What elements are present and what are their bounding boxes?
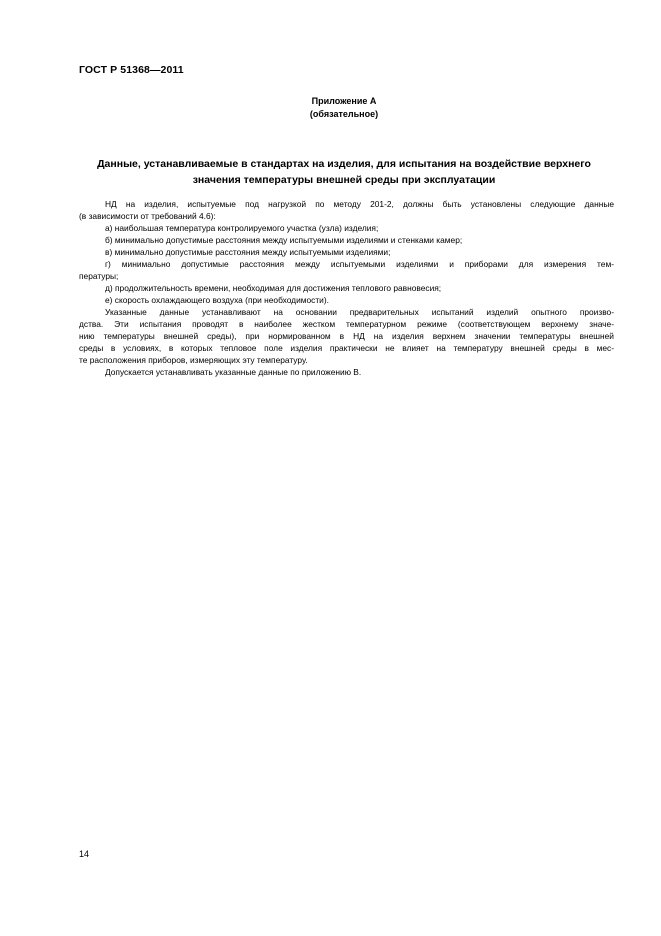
paragraph-line: Допускается устанавливать указанные данные по приложению В. bbox=[105, 367, 362, 377]
heading-line: значения температуры внешней среды при эксплуатации bbox=[192, 174, 496, 186]
annex-title: Приложение А bbox=[311, 96, 377, 106]
body-text bbox=[79, 198, 614, 378]
paragraph-line: (в зависимости от требований 4.6): bbox=[79, 211, 216, 221]
list-item-continuation: пературы; bbox=[79, 271, 119, 281]
paragraph-line: те расположения приборов, измеряющих эту температуру. bbox=[79, 355, 308, 365]
paragraph-line: НД на изделия, испытуемые под нагрузкой по методу 201-2, должны быть установлены следующие данные bbox=[105, 199, 614, 209]
page-number: 14 bbox=[79, 849, 90, 859]
list-item: а) наибольшая температура контролируемого участка (узла) изделия; bbox=[105, 223, 379, 233]
list-item: е) скорость охлаждающего воздуха (при необходимости). bbox=[105, 295, 329, 305]
list-item: д) продолжительность времени, необходимая для достижения теплового равновесия; bbox=[105, 283, 442, 293]
paragraph-line: дства. Эти испытания проводят в наиболее жестком температурном режиме (соответствующем верхнему значе- bbox=[79, 319, 614, 329]
annex-heading bbox=[79, 156, 609, 188]
paragraph-line: среды в условиях, в которых тепловое поле изделия практически не влияет на температуру внешней среды в мес- bbox=[79, 343, 614, 353]
heading-line: Данные, устанавливаемые в стандартах на изделия, для испытания на воздействие верхнего bbox=[97, 158, 591, 170]
annex-status: (обязательное) bbox=[309, 109, 379, 119]
list-item: г) минимально допустимые расстояния между испытуемыми изделиями и приборами для измерения тем- bbox=[105, 259, 614, 269]
list-item: б) минимально допустимые расстояния между испытуемыми изделиями и стенками камер; bbox=[105, 235, 463, 245]
list-item: в) минимально допустимые расстояния между испытуемыми изделиями; bbox=[105, 247, 391, 257]
document-id: ГОСТ Р 51368—2011 bbox=[79, 64, 184, 76]
paragraph-line: Указанные данные устанавливают на основании предварительных испытаний изделий опытного произво- bbox=[105, 307, 614, 317]
paragraph-line: нию температуры внешней среды), при нормированном в НД на изделия верхнем значении температуры внешней bbox=[79, 331, 614, 341]
